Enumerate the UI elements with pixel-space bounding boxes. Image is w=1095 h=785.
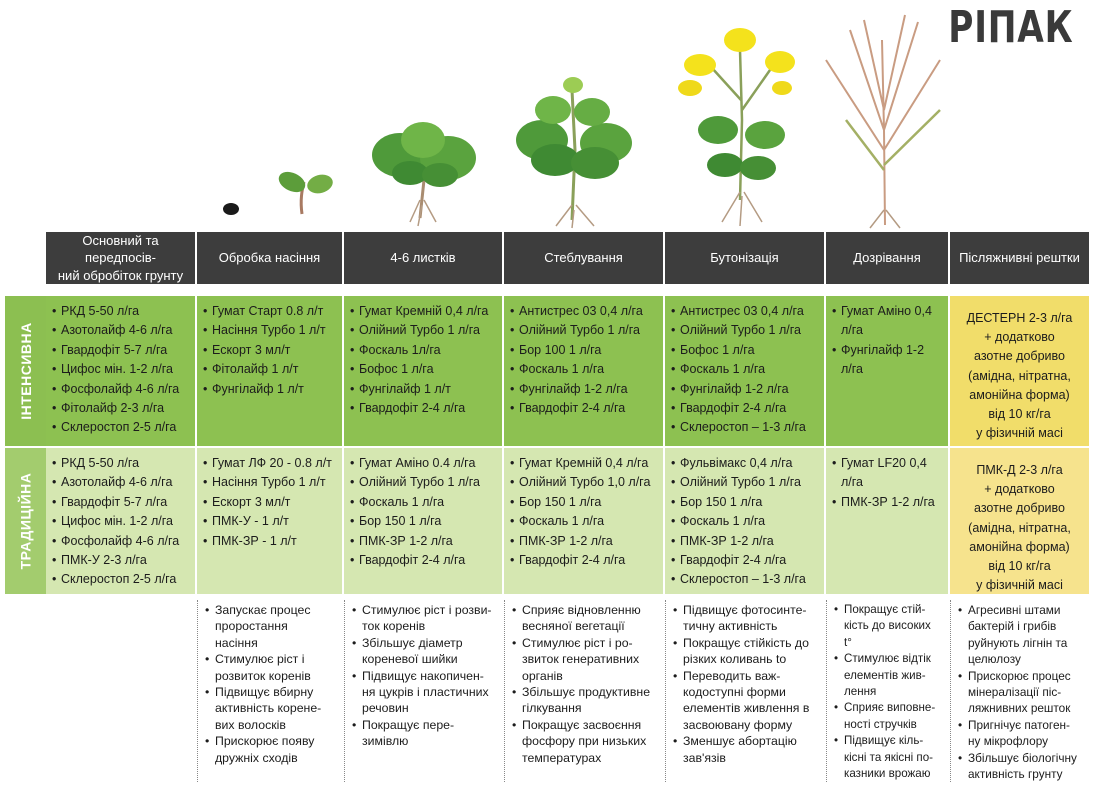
list-item: • Підвищує накопичен- ня цукрів і пластичних речовин [352,668,502,717]
list-item: • Прискорює процес мінералізації піс- ляжнивних решток [958,668,1089,717]
traditional-cell-budding [665,448,824,594]
list-item: • Азотолайф 4-6 л/га [52,473,195,492]
list-item: • Ескорт 3 мл/т [203,493,342,512]
list-item: • Бор 100 1 л/га [510,341,663,360]
header-cell-budding: Бутонізація [665,232,824,284]
traditional-cell-stem-elongation [504,448,663,594]
list-item: • Підвищує фотосинте- тичну активність [673,602,824,635]
stem-elongation-plant-icon [516,77,632,228]
intensive-cell-stem-elongation [504,296,663,446]
list-item: • ПМК-У 2-3 л/га [52,551,195,570]
growth-stages-illustration [0,0,1095,232]
list-item: • Зменшує абортацію зав'язів [673,733,824,766]
list-item: • Бор 150 1 л/га [510,493,663,512]
traditional-cell-basic-tillage [46,448,195,594]
list-item: • Фітолайф 2-3 л/га [52,399,195,418]
list-item: • Переводить важ- кодоступні форми елементів живлення в засвоювану форму [673,668,824,734]
list-item: • Гвардофіт 2-4 л/га [510,551,663,570]
list-item: • Гвардофіт 2-4 л/га [510,399,663,418]
list-item: • Фульвімакс 0,4 л/га [671,454,824,473]
list-item: • Фоскаль 1 л/га [510,360,663,379]
list-item: • Гвардофіт 2-4 л/га [350,551,502,570]
list-item: • Склеростоп – 1-3 л/га [671,418,824,437]
list-item: • Стимулює ріст і ро- звиток генеративних органів [512,635,663,684]
list-item: • Цифос мін. 1-2 л/га [52,512,195,531]
intensive-cell-ripening [826,296,948,446]
list-item: • Олійний Турбо 1 л/га [350,473,502,492]
list-item: • Гумат LF20 0,4 л/га [832,454,948,493]
list-item: • Сприяє відновленню весняної вегетації [512,602,663,635]
list-item: • РКД 5-50 л/га [52,454,195,473]
list-item: • Гвардофіт 5-7 л/га [52,493,195,512]
traditional-cell-ripening [826,448,948,594]
list-item: • Гвардофіт 2-4 л/га [350,399,502,418]
list-item: • Запускає процес проростання насіння [205,602,342,651]
list-item: • Гумат Аміно 0.4 л/га [350,454,502,473]
list-item: • Гумат Аміно 0,4 л/га [832,302,948,341]
benefits-post-harvest [950,602,1089,782]
benefits-budding [665,602,824,766]
list-item: • Гвардофіт 5-7 л/га [52,341,195,360]
list-item: • Склеростоп 2-5 л/га [52,570,195,589]
seed-icon [223,203,239,215]
list-item: • Гумат Старт 0.8 л/т [203,302,342,321]
list-item: • Збільшує діаметр кореневої шийки [352,635,502,668]
header-cell-ripening: Дозрівання [826,232,948,284]
list-item: • Насіння Турбо 1 л/т [203,321,342,340]
list-item: • Олійний Турбо 1,0 л/га [510,473,663,492]
list-item: • Антистрес 03 0,4 л/га [510,302,663,321]
list-item: • Гвардофіт 2-4 л/га [671,551,824,570]
traditional-cell-post-harvest: ПМК-Д 2-3 л/га + додатково азотне добриво (амідна, нітратна, амонійна форма) від 10 кг/га у фізичній масі [950,448,1089,594]
list-item: • Антистрес 03 0,4 л/га [671,302,824,321]
list-item: • Агресивні штами бактерій і грибів руйнують лігнін та целюлозу [958,602,1089,668]
list-item: • Гумат ЛФ 20 - 0.8 л/т [203,454,342,473]
list-item: • ПМК-ЗР - 1 л/т [203,532,342,551]
header-cell-stem-elongation: Стеблування [504,232,663,284]
benefits-4-6-leaves [344,602,502,750]
list-item: • ПМК-ЗР 1-2 л/га [350,532,502,551]
list-item: • Покращує стійкість до різких коливань to [673,635,824,668]
list-item: • Збільшує продуктивне гілкування [512,684,663,717]
list-item: • Фосфолайф 4-6 л/га [52,380,195,399]
list-item: • Фосфолайф 4-6 л/га [52,532,195,551]
list-item: • Олійний Турбо 1 л/га [510,321,663,340]
list-item: • Стимулює ріст і розви- ток коренів [352,602,502,635]
list-item: • Цифос мін. 1-2 л/га [52,360,195,379]
list-item: • ПМК-У - 1 л/т [203,512,342,531]
seedling-icon [276,168,335,214]
list-item: • Покращує пере- зимівлю [352,717,502,750]
row-label-intensive: ІНТЕНСИВНА [5,296,46,446]
list-item: • Фунгілайф 1-2 л/га [832,341,948,380]
list-item: • Олійний Турбо 1 л/га [350,321,502,340]
benefits-stem-elongation [504,602,663,766]
traditional-cell-seed-treatment [197,448,342,594]
list-item: • Склеростоп 2-5 л/га [52,418,195,437]
list-item: • Фоскаль 1л/га [350,341,502,360]
intensive-cell-4-6-leaves [344,296,502,446]
list-item: • РКД 5-50 л/га [52,302,195,321]
list-item: • Насіння Турбо 1 л/т [203,473,342,492]
list-item: • Гвардофіт 2-4 л/га [671,399,824,418]
row-label-traditional: ТРАДИЦІЙНА [5,448,46,594]
list-item: • Покращує засвоєння фосфору при низьких температурах [512,717,663,766]
header-cell-4-6-leaves: 4-6 листків [344,232,502,284]
list-item: • Фоскаль 1 л/га [350,493,502,512]
page-title: РІПАК [947,2,1073,53]
list-item: • Підвищує вбирну активність корене- вих волосків [205,684,342,733]
list-item: • ПМК-ЗР 1-2 л/га [832,493,948,512]
intensive-cell-basic-tillage [46,296,195,446]
list-item: • Бор 150 1 л/га [350,512,502,531]
list-item: • Гумат Кремній 0,4 л/га [350,302,502,321]
list-item: • Олійний Турбо 1 л/га [671,321,824,340]
list-item: • Пригнічує патоген- ну мікрофлору [958,717,1089,750]
header-cell-basic-tillage: Основний та передпосів- ний обробіток грунту [46,232,195,284]
list-item: • Фунгілайф 1-2 л/га [510,380,663,399]
ripening-plant-icon [826,15,940,228]
list-item: • Фоскаль 1 л/га [671,360,824,379]
intensive-cell-budding [665,296,824,446]
list-item: • Покращує стій- кість до високих t° [834,602,948,651]
list-item: • Стимулює ріст і розвиток коренів [205,651,342,684]
list-item: • Прискорює появу дружніх сходів [205,733,342,766]
list-item: • Підвищує кіль- кісні та якісні по- казники врожаю [834,733,948,782]
header-cell-seed-treatment: Обробка насіння [197,232,342,284]
traditional-cell-4-6-leaves [344,448,502,594]
benefits-seed-treatment [197,602,342,766]
list-item: • Сприяє виповне- ності стручків [834,700,948,733]
intensive-cell-seed-treatment [197,296,342,446]
list-item: • Фунгілайф 1 л/т [350,380,502,399]
list-item: • Олійний Турбо 1 л/га [671,473,824,492]
list-item: • Збільшує біологічну активність грунту [958,750,1089,783]
list-item: • Фоскаль 1 л/га [671,512,824,531]
list-item: • Бор 150 1 л/га [671,493,824,512]
list-item: • ПМК-ЗР 1-2 л/га [510,532,663,551]
budding-plant-icon [678,28,795,226]
list-item: • Азотолайф 4-6 л/га [52,321,195,340]
list-item: • Фітолайф 1 л/т [203,360,342,379]
list-item: • ПМК-ЗР 1-2 л/га [671,532,824,551]
list-item: • Фунгілайф 1-2 л/га [671,380,824,399]
intensive-cell-post-harvest: ДЕСТЕРН 2-3 л/га + додатково азотне добриво (амідна, нітратна, амонійна форма) від 10 кг/га у фізичній масі [950,296,1089,446]
benefits-ripening [826,602,948,782]
list-item: • Ескорт 3 мл/т [203,341,342,360]
four-six-leaves-plant-icon [372,122,476,226]
list-item: • Гумат Кремній 0,4 л/га [510,454,663,473]
header-cell-post-harvest: Післяжнивні рештки [950,232,1089,284]
list-item: • Фунгілайф 1 л/т [203,380,342,399]
list-item: • Фоскаль 1 л/га [510,512,663,531]
list-item: • Стимулює відтік елементів жив- лення [834,651,948,700]
list-item: • Склеростоп – 1-3 л/га [671,570,824,589]
list-item: • Бофос 1 л/га [350,360,502,379]
list-item: • Бофос 1 л/га [671,341,824,360]
